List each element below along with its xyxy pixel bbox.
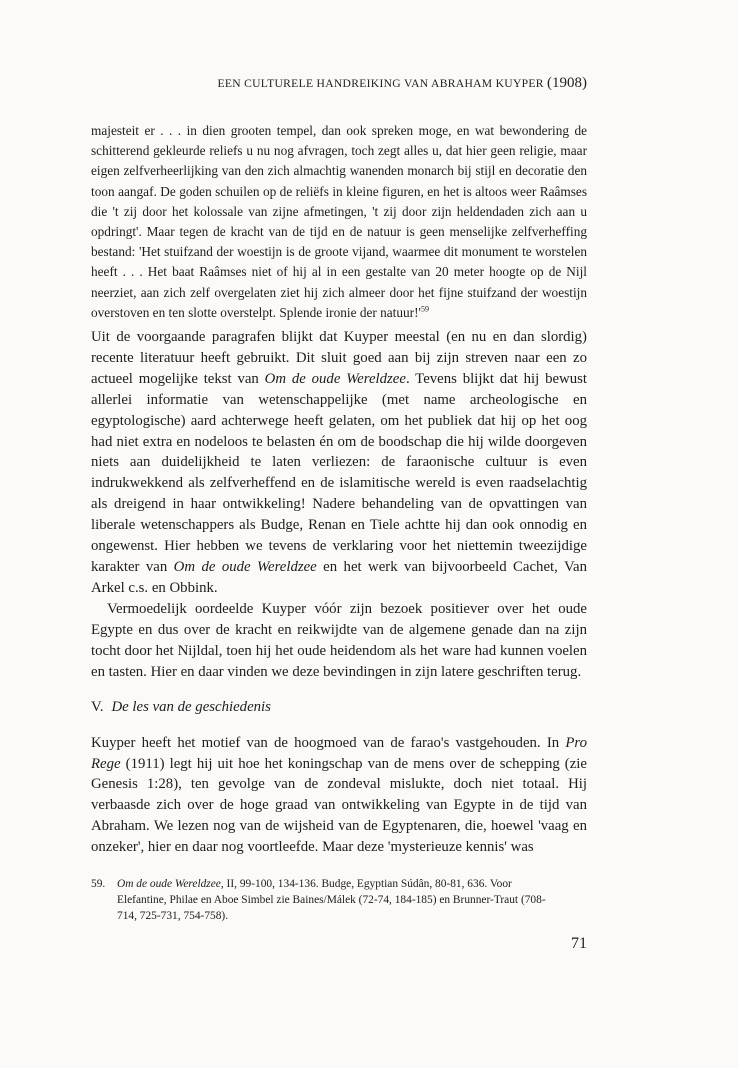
p1-book-title-1: Om de oude Wereldzee: [264, 370, 406, 387]
page-number: 71: [571, 935, 587, 952]
running-title: EEN CULTURELE HANDREIKING VAN ABRAHAM KUYPER: [217, 77, 544, 90]
footnote-line-2: Elefantine, Philae en Aboe Simbel zie Baines/Málek (72-74, 184-185) en Brunner-Traut (708-: [117, 894, 546, 907]
paragraph-2: Vermoedelijk oordeelde Kuyper vóór zijn bezoek positiever over het oude Egypte en dus over de kracht en reikwijdte van de algemene genade dan na zijn tocht door het Nijldal, toen hij het oude heidendom als het ware had kunnen voelen en tasten. Hier en daar vinden we deze bevindingen in zijn latere geschriften terug.: [91, 600, 587, 680]
section-heading: [91, 697, 587, 717]
footnote-59: [91, 876, 587, 925]
footnote-line-1: [91, 876, 587, 892]
p1-text-c: en het werk van bijvoorbeeld Cachet, Van Arkel c.s. en Obbink.: [91, 558, 587, 596]
footnote-line1-rest: , II, 99-100, 134-136. Budge, Egyptian Súdân, 80-81, 636. Voor: [220, 878, 512, 890]
body-section-2: [91, 733, 587, 857]
p1-text-a: Uit de voorgaande paragrafen blijkt dat Kuyper meestal (en nu en dan slordig) recente literatuur heeft gebruikt. Dit sluit goed aan bij zijn streven naar een zo actueel mogelijke tekst van: [91, 329, 587, 387]
footnote-line-3: 714, 725-731, 754-758).: [117, 910, 229, 923]
footnote-number: 59.: [91, 878, 106, 890]
block-quote: [91, 121, 587, 323]
section-number: V.: [91, 699, 104, 715]
footnote-ref: 59: [420, 304, 429, 314]
p3-text-b: (1911) legt hij uit hoe het koningschap van de mens over de schepping (zie Genesis 1:28), ten gevolge van de zondeval mislukte, doch niet totaal. Hij verbaasde zich over de hoge graad van ontwikkeling van Egypte in de tijd van Abraham. We lezen nog van de wijsheid van de Egyptenaren, die, hoewel 'vaag en onzeker', hier en daar nog voortleefde. Maar deze 'mysterieuze kennis' was: [91, 755, 587, 855]
section-title: De les van de geschiedenis: [111, 699, 271, 715]
paragraph-1: [91, 327, 587, 599]
footnote-book-title: Om de oude Wereldzee: [117, 878, 221, 890]
body-section-1: [91, 327, 587, 682]
quote-text: majesteit er . . . in dien grooten tempel, dan ook spreken moge, en wat bewondering de schitterend gekleurde reliefs u nu nog afvragen, toch zegt alles u, dat hier geen religie, maar eigen zelfverheerlijking van den zich almachtig wanenden monarch bij stijl en decoratie den toon aangaf. De goden schuilen op de reliëfs in kleine figuren, en het is altoos weer Raâmses die 't zij door het kolossale van zijne afmetingen, 't zij door zijn heldendaden zich aan u opdringt'. Maar tegen de kracht van de tijd en de natuur is geen menselijke zelfverheffing bestand: 'Het stuifzand der woestijn is de groote vijand, waarmee dit monument te worstelen heeft . . . Het baat Raâmses niet of hij al in een gestalte van 20 meter hoogte op de Nijl neerziet, aan zich zelf overgelaten ziet hij zich almeer door het fijne stuifzand der woestijn overstoven en ten slotte overstelpt. Splende ironie der natuur!': [91, 123, 587, 320]
p1-text-b: . Tevens blijkt dat hij bewust allerlei informatie van wetenschappelijke (met name archeologische en egyptologische) aard achterwege heeft gelaten, om het publiek dat hij op het oog had niet extra en nodeloos te belasten én om de boodschap die hij wilde doorgeven niets aan duidelijkheid te laten verliezen: de faraonische cultuur is even indrukwekkend als zelfverheffend en de islamitische wereld is even raadselachtig als dreigend in haar ontwikkeling! Nadere behandeling van de opvattingen van liberale wetenschappers als Budge, Renan en Tiele achtte hij dan ook onnodig en ongewenst. Hier hebben we tevens de verklaring voor het niettemin tweezijdige karakter van: [91, 370, 588, 575]
p1-book-title-2: Om de oude Wereldzee: [173, 558, 317, 575]
running-year: (1908): [547, 75, 587, 91]
p3-text-a: Kuyper heeft het motief van de hoogmoed van de farao's vastgehouden. In: [91, 735, 566, 751]
p3-book-title: Pro Rege: [91, 735, 587, 772]
running-header: [90, 75, 587, 92]
paragraph-3: [91, 733, 587, 857]
